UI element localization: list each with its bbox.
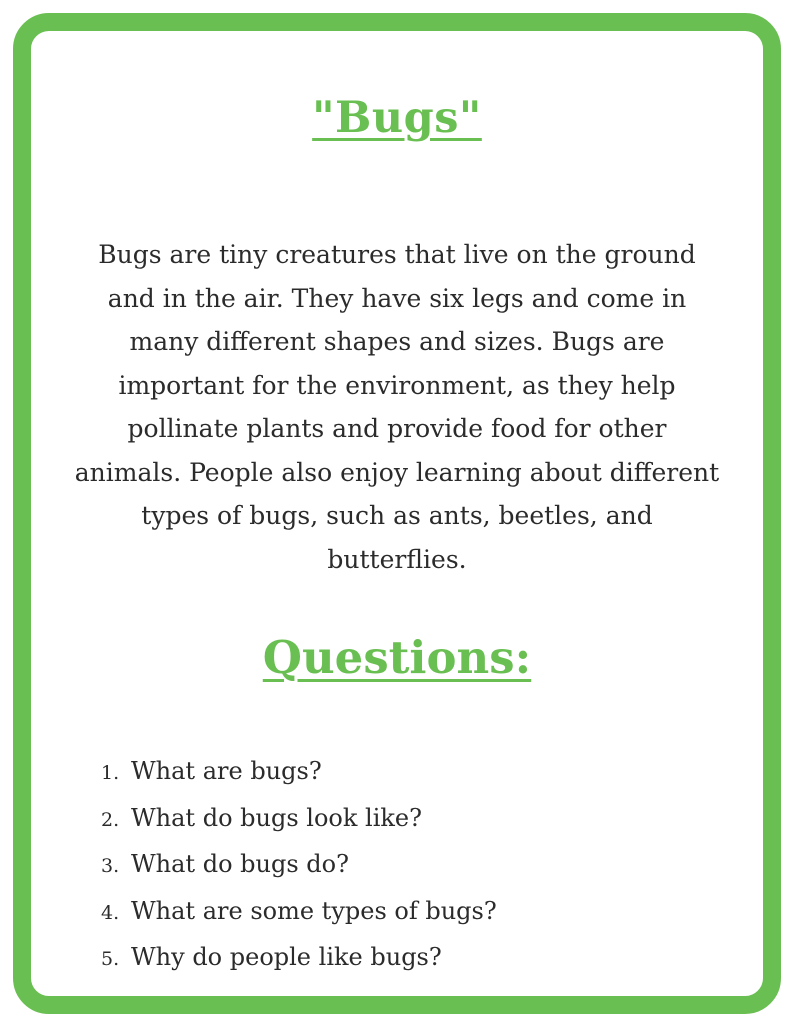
- question-text: What do bugs do?: [131, 850, 349, 878]
- question-text: What do bugs look like?: [131, 803, 422, 832]
- page-title: "Bugs": [312, 93, 482, 143]
- reading-passage: Bugs are tiny creatures that live on the ground and in the air. They have six legs and come in many different shapes and sizes. Bugs are important for the environment, as they help pollinate plants and provide food for other animals. People also enjoy learning about different types of bugs, such as ants, beetles, and butterflies.: [74, 240, 720, 574]
- question-item: [101, 749, 497, 796]
- question-number: 5.: [101, 948, 120, 970]
- question-number: 1.: [101, 762, 120, 784]
- question-number: 3.: [101, 855, 120, 877]
- question-item: [101, 842, 497, 889]
- question-item: [101, 796, 497, 843]
- question-item: [101, 935, 497, 982]
- question-text: What are bugs?: [131, 757, 322, 785]
- questions-heading: Questions:: [262, 631, 532, 684]
- question-text: Why do people like bugs?: [131, 943, 442, 971]
- question-number: 4.: [101, 901, 120, 924]
- question-item: [101, 889, 497, 936]
- questions-list: [101, 749, 497, 982]
- question-number: 2.: [101, 808, 120, 831]
- worksheet-card: [13, 13, 781, 1014]
- question-text: What are some types of bugs?: [131, 896, 497, 925]
